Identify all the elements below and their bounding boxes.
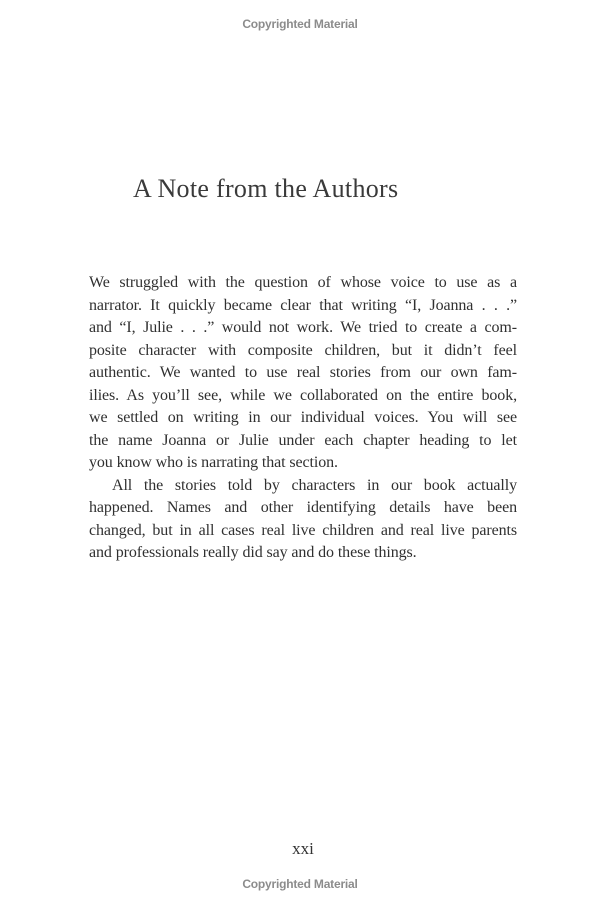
body-text-line: narrator. It quickly became clear that writing “I, Joanna . . .” — [89, 296, 517, 314]
body-text-line: you know who is narrating that section. — [89, 454, 338, 471]
page-number: xxi — [292, 839, 314, 858]
body-text-line: and “I, Julie . . .” would not work. We tried to create a com- — [89, 319, 517, 336]
body-text-line: ilies. As you’ll see, while we collaborated on the entire book, — [89, 386, 517, 404]
body-text-line: changed, but in all cases real live children and real live parents — [89, 521, 517, 539]
body-text-line: the name Joanna or Julie under each chapter heading to let — [89, 431, 517, 449]
copyright-notice-top: Copyrighted Material — [242, 17, 358, 31]
body-text-line: We struggled with the question of whose voice to use as a — [89, 274, 517, 291]
body-text-line: posite character with composite children, but it didn’t feel — [89, 341, 517, 359]
body-text — [89, 272, 517, 565]
body-text-line: happened. Names and other identifying details have been — [89, 499, 517, 516]
body-text-line: and professionals really did say and do these things. — [89, 544, 417, 561]
copyright-notice-bottom: Copyrighted Material — [242, 877, 358, 891]
chapter-title: A Note from the Authors — [133, 174, 399, 203]
body-text-line: All the stories told by characters in our book actually — [112, 476, 517, 494]
body-text-line: authentic. We wanted to use real stories from our own fam- — [89, 364, 517, 381]
body-text-line: we settled on writing in our individual voices. You will see — [89, 409, 517, 426]
